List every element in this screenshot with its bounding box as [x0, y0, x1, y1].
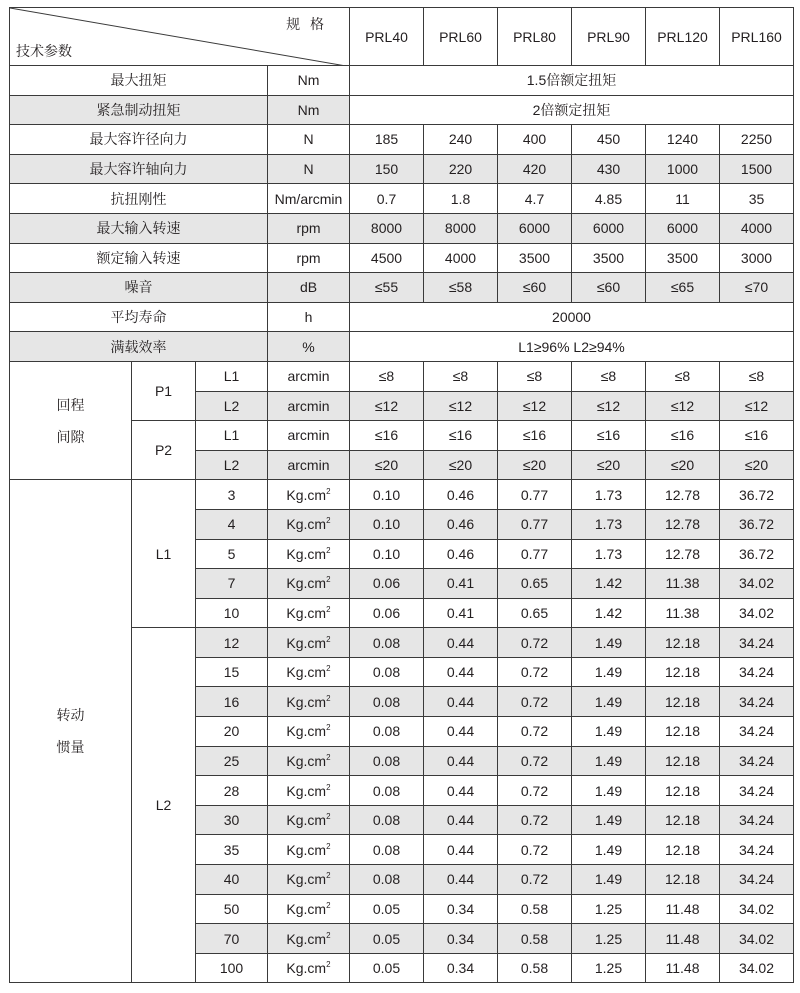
- unit-cell: [268, 509, 350, 539]
- value-cell: 34.24: [720, 687, 794, 717]
- row-emergency-torque: [10, 95, 794, 125]
- backlash-label: [10, 361, 132, 479]
- row-axial-force: [10, 154, 794, 184]
- value-cell: ≤8: [720, 361, 794, 391]
- value-cell: 0.58: [498, 924, 572, 954]
- unit-exponent: 2: [326, 752, 331, 762]
- value-cell: ≤12: [572, 391, 646, 421]
- value-cell: 450: [572, 125, 646, 155]
- value-cell: 1.73: [572, 480, 646, 510]
- row-max-input-speed: [10, 213, 794, 243]
- ratio-cell: 15: [196, 657, 268, 687]
- value-cell: 0.72: [498, 717, 572, 747]
- backlash-row: [10, 361, 794, 391]
- value-cell: 220: [424, 154, 498, 184]
- value-cell: 3000: [720, 243, 794, 273]
- backlash-label-line1: 回程: [56, 396, 85, 413]
- model-header: PRL80: [498, 8, 572, 66]
- unit-exponent: 2: [326, 486, 331, 496]
- ratio-cell: 70: [196, 924, 268, 954]
- ratio-cell: 12: [196, 628, 268, 658]
- param-label: 技术参数: [16, 43, 72, 59]
- value-cell: ≤55: [350, 273, 424, 303]
- value-cell: ≤12: [498, 391, 572, 421]
- value-cell: ≤60: [572, 273, 646, 303]
- value-cell: 4000: [424, 243, 498, 273]
- value-cell: 0.77: [498, 480, 572, 510]
- value-cell: ≤12: [350, 391, 424, 421]
- value-cell: 34.24: [720, 746, 794, 776]
- value-cell: ≤16: [350, 421, 424, 451]
- param-unit: rpm: [268, 213, 350, 243]
- value-cell: 12.18: [646, 687, 720, 717]
- unit-cell: [268, 835, 350, 865]
- value-cell: 1.42: [572, 598, 646, 628]
- unit-exponent: 2: [326, 900, 331, 910]
- row-max-torque: [10, 66, 794, 96]
- param-unit: dB: [268, 273, 350, 303]
- param-unit: Nm: [268, 95, 350, 125]
- param-name: 平均寿命: [10, 302, 268, 332]
- unit-cell: arcmin: [268, 450, 350, 480]
- stage-label: L1: [132, 480, 196, 628]
- value-cell: 0.08: [350, 776, 424, 806]
- value-cell: 0.46: [424, 480, 498, 510]
- value-cell: 0.72: [498, 628, 572, 658]
- value-cell: 0.08: [350, 865, 424, 895]
- value-cell: 1.49: [572, 776, 646, 806]
- param-value: 2倍额定扭矩: [350, 95, 794, 125]
- value-cell: 11.48: [646, 953, 720, 983]
- unit-base: Kg.cm: [286, 900, 327, 917]
- value-cell: 1.49: [572, 835, 646, 865]
- param-name: 最大输入转速: [10, 213, 268, 243]
- value-cell: 12.18: [646, 657, 720, 687]
- value-cell: 185: [350, 125, 424, 155]
- value-cell: 0.10: [350, 480, 424, 510]
- unit-cell: [268, 657, 350, 687]
- value-cell: 12.18: [646, 805, 720, 835]
- value-cell: 0.08: [350, 657, 424, 687]
- param-value: 20000: [350, 302, 794, 332]
- value-cell: 1.25: [572, 953, 646, 983]
- ratio-cell: 28: [196, 776, 268, 806]
- unit-base: Kg.cm: [286, 960, 327, 977]
- value-cell: 0.7: [350, 184, 424, 214]
- value-cell: 0.08: [350, 687, 424, 717]
- stage-cell: L2: [196, 450, 268, 480]
- unit-cell: [268, 805, 350, 835]
- unit-exponent: 2: [326, 782, 331, 792]
- unit-cell: [268, 628, 350, 658]
- value-cell: 11.48: [646, 924, 720, 954]
- value-cell: 0.44: [424, 865, 498, 895]
- param-unit: %: [268, 332, 350, 362]
- ratio-cell: 30: [196, 805, 268, 835]
- value-cell: 0.58: [498, 953, 572, 983]
- value-cell: ≤12: [424, 391, 498, 421]
- value-cell: 0.46: [424, 539, 498, 569]
- param-unit: Nm: [268, 66, 350, 96]
- value-cell: ≤20: [720, 450, 794, 480]
- unit-base: Kg.cm: [286, 812, 327, 829]
- value-cell: 12.18: [646, 865, 720, 895]
- unit-exponent: 2: [326, 841, 331, 851]
- unit-base: Kg.cm: [286, 604, 327, 621]
- ratio-cell: 40: [196, 865, 268, 895]
- unit-base: Kg.cm: [286, 752, 327, 769]
- model-header: PRL120: [646, 8, 720, 66]
- value-cell: 1240: [646, 125, 720, 155]
- unit-exponent: 2: [326, 871, 331, 881]
- value-cell: 0.72: [498, 865, 572, 895]
- value-cell: 0.34: [424, 953, 498, 983]
- value-cell: ≤8: [572, 361, 646, 391]
- unit-base: Kg.cm: [286, 930, 327, 947]
- value-cell: 0.72: [498, 687, 572, 717]
- unit-exponent: 2: [326, 960, 331, 970]
- value-cell: 0.34: [424, 924, 498, 954]
- unit-cell: [268, 539, 350, 569]
- value-cell: 0.44: [424, 657, 498, 687]
- value-cell: 0.08: [350, 717, 424, 747]
- unit-cell: [268, 598, 350, 628]
- ratio-cell: 5: [196, 539, 268, 569]
- value-cell: 430: [572, 154, 646, 184]
- param-unit: N: [268, 154, 350, 184]
- value-cell: 4.85: [572, 184, 646, 214]
- value-cell: 1.49: [572, 657, 646, 687]
- unit-exponent: 2: [326, 812, 331, 822]
- value-cell: 1.49: [572, 805, 646, 835]
- unit-base: Kg.cm: [286, 841, 327, 858]
- model-header: PRL160: [720, 8, 794, 66]
- value-cell: ≤65: [646, 273, 720, 303]
- backlash-label-line2: 间隙: [56, 428, 85, 445]
- unit-base: Kg.cm: [286, 516, 327, 533]
- param-unit: h: [268, 302, 350, 332]
- value-cell: ≤12: [720, 391, 794, 421]
- value-cell: 0.34: [424, 894, 498, 924]
- value-cell: ≤20: [350, 450, 424, 480]
- value-cell: 12.78: [646, 509, 720, 539]
- spec-table: [9, 7, 794, 983]
- value-cell: 0.72: [498, 746, 572, 776]
- value-cell: ≤16: [424, 421, 498, 451]
- value-cell: 420: [498, 154, 572, 184]
- inertia-label: [10, 480, 132, 983]
- value-cell: 11.38: [646, 569, 720, 599]
- param-value: L1≥96% L2≥94%: [350, 332, 794, 362]
- value-cell: 36.72: [720, 509, 794, 539]
- stage-cell: L2: [196, 391, 268, 421]
- value-cell: 0.65: [498, 598, 572, 628]
- value-cell: 2250: [720, 125, 794, 155]
- value-cell: ≤8: [350, 361, 424, 391]
- param-name: 额定输入转速: [10, 243, 268, 273]
- ratio-cell: 100: [196, 953, 268, 983]
- value-cell: 35: [720, 184, 794, 214]
- stage-label: L2: [132, 628, 196, 983]
- unit-base: Kg.cm: [286, 664, 327, 681]
- param-name: 最大容许轴向力: [10, 154, 268, 184]
- unit-cell: arcmin: [268, 421, 350, 451]
- value-cell: ≤58: [424, 273, 498, 303]
- value-cell: ≤16: [720, 421, 794, 451]
- value-cell: 34.24: [720, 657, 794, 687]
- value-cell: 0.44: [424, 687, 498, 717]
- value-cell: 0.44: [424, 835, 498, 865]
- unit-base: Kg.cm: [286, 575, 327, 592]
- ratio-cell: 7: [196, 569, 268, 599]
- param-value: 1.5倍额定扭矩: [350, 66, 794, 96]
- unit-cell: [268, 865, 350, 895]
- value-cell: 34.24: [720, 805, 794, 835]
- row-radial-force: [10, 125, 794, 155]
- unit-base: Kg.cm: [286, 634, 327, 651]
- value-cell: 0.72: [498, 835, 572, 865]
- value-cell: 0.41: [424, 569, 498, 599]
- model-header: PRL40: [350, 8, 424, 66]
- unit-cell: [268, 687, 350, 717]
- value-cell: 8000: [350, 213, 424, 243]
- value-cell: 12.18: [646, 717, 720, 747]
- unit-cell: [268, 776, 350, 806]
- value-cell: 34.02: [720, 894, 794, 924]
- unit-base: Kg.cm: [286, 723, 327, 740]
- value-cell: 12.18: [646, 776, 720, 806]
- value-cell: ≤16: [646, 421, 720, 451]
- value-cell: 34.02: [720, 924, 794, 954]
- value-cell: 4.7: [498, 184, 572, 214]
- header-diagonal-cell: [10, 8, 350, 66]
- value-cell: ≤20: [646, 450, 720, 480]
- value-cell: 0.08: [350, 628, 424, 658]
- unit-exponent: 2: [326, 604, 331, 614]
- spec-label: 规 格: [286, 16, 327, 32]
- value-cell: 34.24: [720, 776, 794, 806]
- value-cell: 0.72: [498, 805, 572, 835]
- value-cell: 0.77: [498, 509, 572, 539]
- unit-cell: [268, 894, 350, 924]
- value-cell: ≤20: [424, 450, 498, 480]
- value-cell: 34.02: [720, 598, 794, 628]
- value-cell: 240: [424, 125, 498, 155]
- value-cell: 12.18: [646, 835, 720, 865]
- value-cell: 12.78: [646, 539, 720, 569]
- value-cell: 0.44: [424, 717, 498, 747]
- stage-cell: L1: [196, 361, 268, 391]
- value-cell: 3500: [498, 243, 572, 273]
- value-cell: 12.18: [646, 746, 720, 776]
- value-cell: 0.05: [350, 953, 424, 983]
- value-cell: 36.72: [720, 480, 794, 510]
- value-cell: 34.24: [720, 717, 794, 747]
- unit-cell: [268, 953, 350, 983]
- unit-cell: [268, 717, 350, 747]
- value-cell: ≤20: [572, 450, 646, 480]
- model-header: PRL90: [572, 8, 646, 66]
- value-cell: ≤8: [424, 361, 498, 391]
- value-cell: 6000: [498, 213, 572, 243]
- value-cell: 34.02: [720, 569, 794, 599]
- value-cell: 0.44: [424, 628, 498, 658]
- unit-cell: [268, 569, 350, 599]
- unit-cell: [268, 480, 350, 510]
- value-cell: 1.73: [572, 509, 646, 539]
- value-cell: 11.48: [646, 894, 720, 924]
- value-cell: ≤20: [498, 450, 572, 480]
- value-cell: 11: [646, 184, 720, 214]
- value-cell: ≤60: [498, 273, 572, 303]
- value-cell: 0.41: [424, 598, 498, 628]
- value-cell: 1.8: [424, 184, 498, 214]
- row-efficiency: [10, 332, 794, 362]
- value-cell: 0.65: [498, 569, 572, 599]
- param-name: 噪音: [10, 273, 268, 303]
- value-cell: ≤8: [646, 361, 720, 391]
- unit-exponent: 2: [326, 723, 331, 733]
- value-cell: 11.38: [646, 598, 720, 628]
- value-cell: 0.44: [424, 746, 498, 776]
- value-cell: 0.58: [498, 894, 572, 924]
- ratio-cell: 25: [196, 746, 268, 776]
- row-rated-input-speed: [10, 243, 794, 273]
- value-cell: 0.72: [498, 657, 572, 687]
- unit-exponent: 2: [326, 545, 331, 555]
- value-cell: 1.49: [572, 746, 646, 776]
- value-cell: 0.10: [350, 539, 424, 569]
- unit-base: Kg.cm: [286, 486, 327, 503]
- unit-cell: [268, 924, 350, 954]
- value-cell: 1.49: [572, 687, 646, 717]
- value-cell: 6000: [572, 213, 646, 243]
- value-cell: 36.72: [720, 539, 794, 569]
- unit-exponent: 2: [326, 516, 331, 526]
- unit-base: Kg.cm: [286, 782, 327, 799]
- ratio-cell: 10: [196, 598, 268, 628]
- unit-exponent: 2: [326, 575, 331, 585]
- value-cell: 12.18: [646, 628, 720, 658]
- param-name: 最大扭矩: [10, 66, 268, 96]
- value-cell: 0.72: [498, 776, 572, 806]
- param-unit: rpm: [268, 243, 350, 273]
- value-cell: 0.06: [350, 598, 424, 628]
- unit-exponent: 2: [326, 930, 331, 940]
- row-noise: [10, 273, 794, 303]
- value-cell: 34.24: [720, 835, 794, 865]
- row-stiffness: [10, 184, 794, 214]
- value-cell: 0.44: [424, 776, 498, 806]
- value-cell: 0.77: [498, 539, 572, 569]
- param-name: 抗扭刚性: [10, 184, 268, 214]
- ratio-cell: 4: [196, 509, 268, 539]
- value-cell: 0.08: [350, 746, 424, 776]
- header-row: [10, 8, 794, 66]
- value-cell: ≤70: [720, 273, 794, 303]
- unit-base: Kg.cm: [286, 545, 327, 562]
- value-cell: 1.25: [572, 924, 646, 954]
- unit-exponent: 2: [326, 693, 331, 703]
- value-cell: 8000: [424, 213, 498, 243]
- value-cell: 1.73: [572, 539, 646, 569]
- value-cell: ≤8: [498, 361, 572, 391]
- ratio-cell: 20: [196, 717, 268, 747]
- value-cell: 0.05: [350, 924, 424, 954]
- ratio-cell: 50: [196, 894, 268, 924]
- value-cell: 0.05: [350, 894, 424, 924]
- value-cell: 1.49: [572, 865, 646, 895]
- value-cell: 0.08: [350, 835, 424, 865]
- value-cell: 0.06: [350, 569, 424, 599]
- value-cell: 4500: [350, 243, 424, 273]
- param-name: 紧急制动扭矩: [10, 95, 268, 125]
- inertia-label-line2: 惯量: [56, 739, 85, 756]
- value-cell: 34.02: [720, 953, 794, 983]
- unit-base: Kg.cm: [286, 871, 327, 888]
- value-cell: 1500: [720, 154, 794, 184]
- backlash-class: P2: [132, 421, 196, 480]
- value-cell: ≤12: [646, 391, 720, 421]
- value-cell: 150: [350, 154, 424, 184]
- value-cell: 4000: [720, 213, 794, 243]
- ratio-cell: 3: [196, 480, 268, 510]
- value-cell: 0.10: [350, 509, 424, 539]
- value-cell: 1000: [646, 154, 720, 184]
- stage-cell: L1: [196, 421, 268, 451]
- backlash-class: P1: [132, 361, 196, 420]
- value-cell: 0.44: [424, 805, 498, 835]
- inertia-label-line1: 转动: [56, 707, 85, 724]
- value-cell: 1.49: [572, 717, 646, 747]
- value-cell: 34.24: [720, 865, 794, 895]
- value-cell: ≤16: [572, 421, 646, 451]
- unit-exponent: 2: [326, 634, 331, 644]
- param-unit: N: [268, 125, 350, 155]
- value-cell: 34.24: [720, 628, 794, 658]
- row-life: [10, 302, 794, 332]
- value-cell: 3500: [646, 243, 720, 273]
- value-cell: 3500: [572, 243, 646, 273]
- value-cell: 12.78: [646, 480, 720, 510]
- value-cell: ≤16: [498, 421, 572, 451]
- unit-base: Kg.cm: [286, 693, 327, 710]
- value-cell: 6000: [646, 213, 720, 243]
- value-cell: 400: [498, 125, 572, 155]
- unit-cell: arcmin: [268, 361, 350, 391]
- unit-exponent: 2: [326, 664, 331, 674]
- value-cell: 0.08: [350, 805, 424, 835]
- model-header: PRL60: [424, 8, 498, 66]
- ratio-cell: 16: [196, 687, 268, 717]
- unit-cell: arcmin: [268, 391, 350, 421]
- param-name: 满载效率: [10, 332, 268, 362]
- value-cell: 0.46: [424, 509, 498, 539]
- value-cell: 1.25: [572, 894, 646, 924]
- value-cell: 1.42: [572, 569, 646, 599]
- unit-cell: [268, 746, 350, 776]
- value-cell: 1.49: [572, 628, 646, 658]
- ratio-cell: 35: [196, 835, 268, 865]
- param-unit: Nm/arcmin: [268, 184, 350, 214]
- param-name: 最大容许径向力: [10, 125, 268, 155]
- inertia-row: [10, 480, 794, 510]
